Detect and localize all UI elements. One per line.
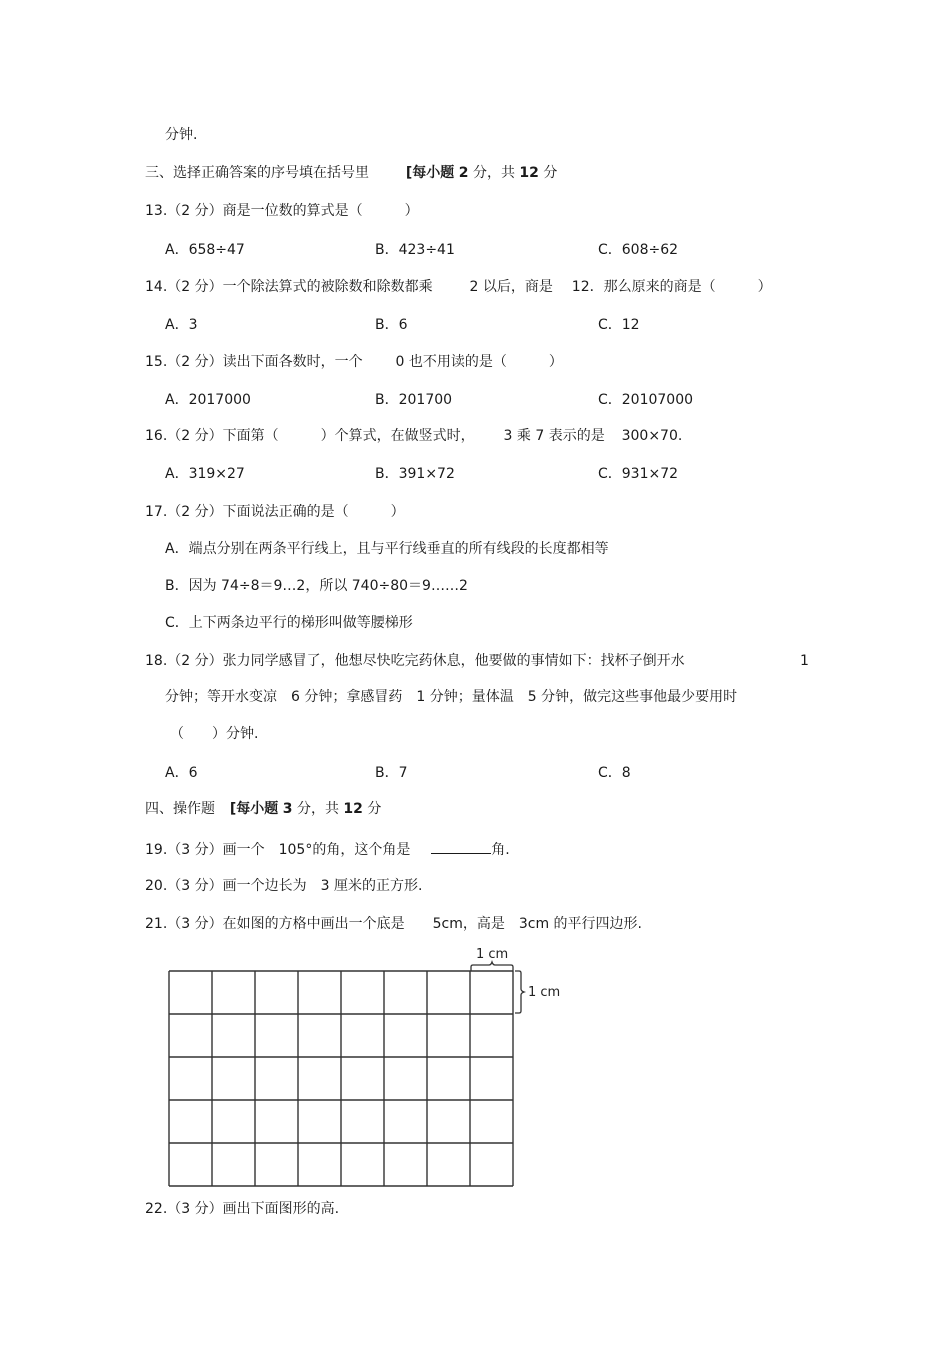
q13-option-c: C．608÷62 (598, 242, 679, 258)
q19-answer-blank[interactable] (431, 840, 491, 854)
q15-stem-2: 0 也不用读的是（ ） (395, 354, 563, 370)
q19-post: 角. (491, 842, 510, 858)
section4-rule-pre: [每小题 (229, 801, 279, 817)
section4-total: 12 (343, 801, 363, 817)
q12-tail: 分钟. (165, 127, 198, 143)
q17-stem: 17.（2 分）下面说法正确的是（ ） (145, 504, 405, 520)
q13-option-b: B．423÷41 (375, 242, 455, 258)
q15-stem-1: 15.（2 分）读出下面各数时，一个 (145, 354, 363, 370)
q19-stem (145, 840, 510, 859)
section4-per: 3 (282, 801, 293, 817)
q15-stem (145, 353, 563, 371)
section4-heading (145, 800, 381, 818)
q18-line1: 18.（2 分）张力同学感冒了，他想尽快吃完药休息，他要做的事情如下：找杯子倒开水 (145, 653, 685, 669)
q21-stem: 21.（3 分）在如图的方格中画出一个底是 5cm，高是 3cm 的平行四边形. (145, 916, 643, 932)
q15-option-b: B．201700 (375, 392, 453, 408)
q13-stem: 13.（2 分）商是一位数的算式是（ ） (145, 203, 419, 219)
top-brace (471, 962, 513, 971)
q19-pre: 19.（3 分）画一个 105°的角，这个角是 (145, 842, 411, 858)
label-top: 1 cm (476, 947, 509, 962)
section3-rule-pre: [每小题 (405, 165, 455, 181)
q16-option-a: A．319×27 (165, 466, 245, 482)
q18-line1-num: 1 (800, 653, 809, 669)
section3-mid: 分，共 (472, 165, 515, 181)
q16-option-c: C．931×72 (598, 466, 679, 482)
q14-option-b: B．6 (375, 317, 408, 333)
q16-stem-1: 16.（2 分）下面第（ ）个算式，在做竖式时， (145, 428, 475, 444)
q22-stem: 22.（3 分）画出下面图形的高. (145, 1201, 340, 1217)
section3-post: 分 (543, 165, 558, 181)
section3-title: 三、选择正确答案的序号填在括号里 (145, 165, 369, 181)
q18-line3: （ ）分钟. (170, 726, 259, 742)
q17-option-b: B．因为 74÷8＝9…2，所以 740÷80＝9……2 (165, 578, 468, 594)
side-brace (515, 971, 524, 1013)
q14-stem-3: 12．那么原来的商是（ ） (571, 279, 772, 295)
q15-option-c: C．20107000 (598, 392, 694, 408)
q14-stem-2: 2 以后，商是 (469, 279, 553, 295)
label-side: 1 cm (528, 985, 561, 1000)
q17-option-a: A．端点分别在两条平行线上，且与平行线垂直的所有线段的长度都相等 (165, 541, 609, 557)
q18-line2: 分钟；等开水变凉 6 分钟；拿感冒药 1 分钟；量体温 5 分钟，做完这些事他最少要用时 (165, 689, 738, 705)
q16-stem (145, 427, 682, 445)
section4-title: 四、操作题 (145, 801, 215, 817)
q20-stem: 20.（3 分）画一个边长为 3 厘米的正方形. (145, 878, 423, 894)
q14-stem-1: 14.（2 分）一个除法算式的被除数和除数都乘 (145, 279, 433, 295)
q21-grid-figure[interactable] (160, 940, 580, 1190)
section3-heading (145, 164, 557, 182)
q18-option-c: C．8 (598, 765, 631, 781)
q16-option-b: B．391×72 (375, 466, 455, 482)
q16-stem-3: 300×70. (621, 428, 683, 444)
q15-option-a: A．2017000 (165, 392, 251, 408)
section4-mid: 分，共 (296, 801, 339, 817)
q13-option-a: A．658÷47 (165, 242, 245, 258)
q14-option-c: C．12 (598, 317, 640, 333)
q18-option-b: B．7 (375, 765, 408, 781)
q14-option-a: A．3 (165, 317, 198, 333)
grid-lines (169, 971, 513, 1186)
section3-total: 12 (519, 165, 539, 181)
q14-stem (145, 278, 772, 296)
section3-per: 2 (458, 165, 469, 181)
section4-post: 分 (367, 801, 382, 817)
q16-stem-2: 3 乘 7 表示的是 (503, 428, 605, 444)
q17-option-c: C．上下两条边平行的梯形叫做等腰梯形 (165, 615, 413, 631)
q18-option-a: A．6 (165, 765, 198, 781)
